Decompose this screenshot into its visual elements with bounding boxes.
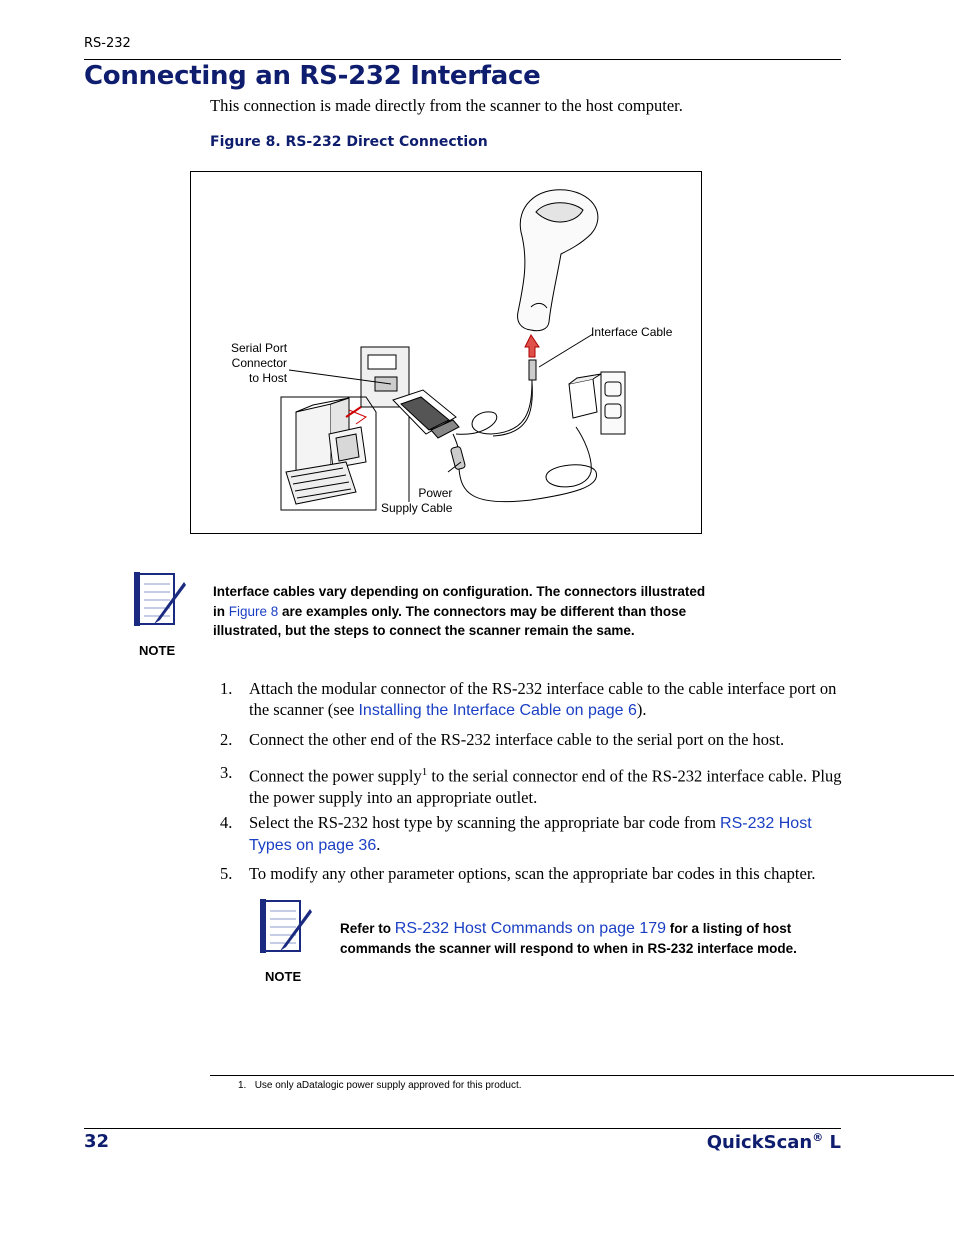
section-title: Connecting an RS-232 Interface — [84, 61, 541, 91]
figure-link[interactable]: Figure 8 — [228, 603, 279, 619]
step-text: to the serial connector end of the RS-232 interface cable. Plug the power supply into an appropriate outlet. — [249, 766, 842, 807]
page-number: 32 — [84, 1131, 110, 1152]
product-suffix: L — [823, 1132, 841, 1153]
note-line: illustrated, but the steps to connect the scanner remain the same. — [213, 623, 635, 638]
label-serial-port — [231, 341, 287, 386]
step-text: To modify any other parameter options, scan the appropriate bar codes in this chapter. — [249, 864, 816, 883]
note-pad-icon — [134, 570, 188, 630]
step-number: 4. — [220, 813, 233, 832]
label-serial-port-line2: Connector — [231, 356, 288, 370]
step-text: Connect the other end of the RS-232 interface cable to the serial port on the host. — [249, 730, 785, 749]
step-number: 1. — [220, 679, 233, 698]
header-rule — [84, 59, 841, 60]
host-commands-link[interactable]: RS-232 Host Commands on page 179 — [394, 920, 667, 937]
running-head: RS-232 — [84, 36, 131, 51]
host-types-link[interactable]: RS-232 Host Types on page 36 — [249, 815, 812, 854]
step-text: ). — [636, 700, 647, 719]
note-line: commands the scanner will respond to when in RS-232 interface mode. — [340, 940, 797, 956]
note-label: NOTE — [139, 643, 176, 658]
note-line — [213, 602, 687, 622]
label-serial-port-line1: Serial Port — [231, 341, 288, 355]
footnote-rule — [210, 1075, 954, 1076]
installing-cable-link[interactable]: Installing the Interface Cable on page 6 — [358, 702, 637, 719]
label-power-supply — [381, 486, 452, 516]
note-text-segment: in — [213, 603, 229, 619]
figure-caption: Figure 8. RS-232 Direct Connection — [210, 134, 488, 150]
note-label: NOTE — [265, 969, 302, 984]
intro-paragraph: This connection is made directly from the scanner to the host computer. — [210, 96, 683, 115]
step-text: Connect the power supply — [249, 766, 422, 786]
label-power-line1: Power — [418, 486, 453, 500]
product-base: QuickScan — [706, 1132, 813, 1153]
step-1 — [220, 678, 845, 721]
step-number: 5. — [220, 864, 233, 883]
footer-rule — [84, 1128, 841, 1129]
step-3 — [220, 762, 845, 808]
product-name — [707, 1131, 841, 1153]
footnote-text: Use only aDatalogic power supply approved for this product. — [254, 1080, 522, 1091]
note-pad-icon — [260, 897, 314, 957]
label-serial-port-line3: to Host — [249, 371, 288, 385]
footnote — [238, 1080, 522, 1091]
step-4 — [220, 812, 845, 856]
step-text: Attach the modular connector of the RS-232 interface cable to the cable interface port on the scanner (see — [249, 679, 837, 719]
note-text — [213, 582, 706, 641]
label-power-line2: Supply Cable — [381, 501, 453, 515]
note-text-segment: for a listing of host — [666, 921, 792, 936]
note-text-segment: Refer to — [340, 921, 395, 936]
step-5 — [220, 863, 845, 884]
note-text-segment: are examples only. The connectors may be different than those — [278, 603, 687, 619]
label-interface-cable: Interface Cable — [591, 325, 673, 339]
step-number: 2. — [220, 730, 233, 749]
step-number: 3. — [220, 763, 233, 782]
note-line — [340, 919, 840, 939]
footnote-number: 1. — [238, 1080, 247, 1091]
footnote-ref[interactable]: 1 — [421, 766, 428, 778]
note-text — [340, 919, 840, 958]
step-2 — [220, 729, 845, 750]
note-line: Interface cables vary depending on configuration. The connectors illustrated — [213, 584, 706, 599]
figure-rs232-connection — [190, 171, 702, 534]
registered-mark: ® — [812, 1131, 824, 1144]
step-text: . — [376, 835, 381, 854]
step-text: Select the RS-232 host type by scanning the appropriate bar code from — [249, 813, 721, 832]
